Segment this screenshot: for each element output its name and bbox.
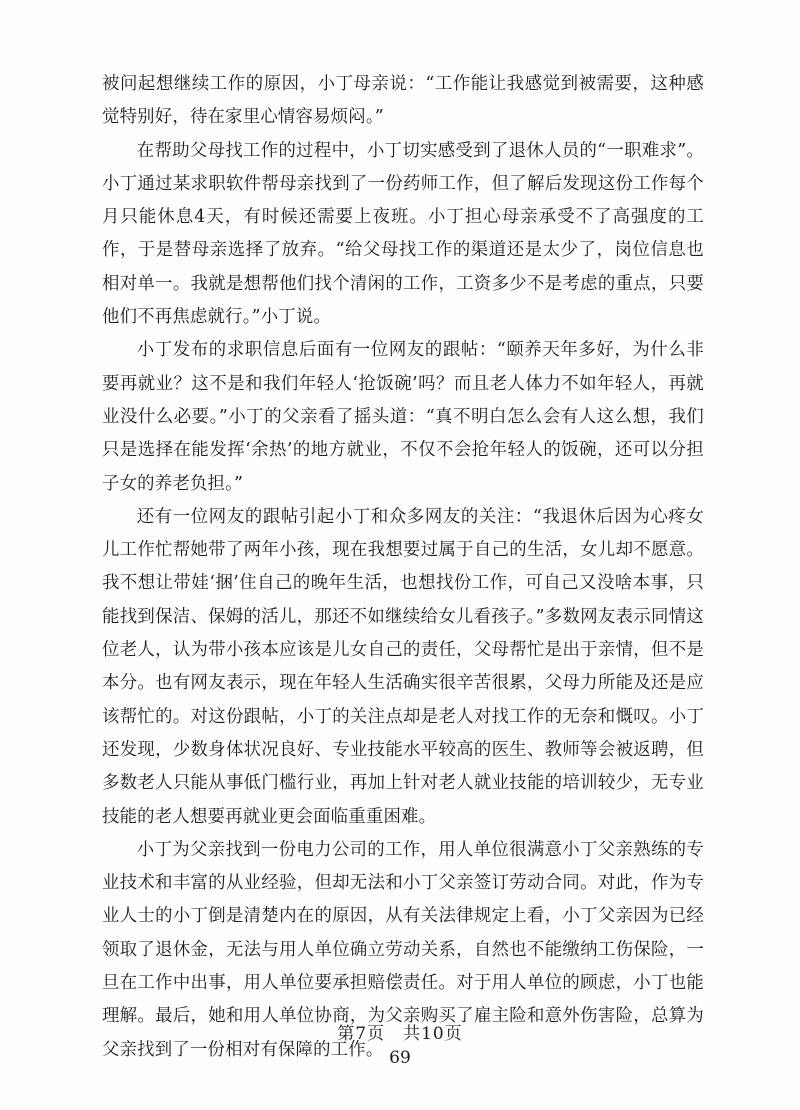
paragraph-3: 小丁发布的求职信息后面有一位网友的跟帖：“颐养天年多好，为什么非要再就业？这不是和我们年轻人‘抢饭碗’吗？而且老人体力不如年轻人，再就业没什么必要。”小丁的父亲看了摇头道：“真不明白怎么会有人这么想，我们只是选择在能发挥‘余热’的地方就业，不仅不会抢年轻人的饭碗，还可以分担子女的养老负担。” bbox=[102, 340, 704, 494]
paragraph-1: 被问起想继续工作的原因，小丁母亲说：“工作能让我感觉到被需要，这种感觉特别好，待在家里心情容易烦闷。” bbox=[102, 74, 704, 128]
paragraph-5: 小丁为父亲找到一份电力公司的工作，用人单位很满意小丁父亲熟练的专业技术和丰富的从业经验，但却无法和小丁父亲签订劳动合同。对此，作为专业人士的小丁倒是清楚内在的原因，从有关法律规定上看，小丁父亲因为已经领取了退休金，无法与用人单位确立劳动关系，自然也不能缴纳工伤保险，一旦在工作中出事，用人单位要承担赔偿责任。对于用人单位的顾虑，小丁也能理解。最后，她和用人单位协商，为父亲购买了雇主险和意外伤害险，总算为父亲找到了一份相对有保障的工作。 bbox=[102, 839, 704, 1060]
paragraph-2: 在帮助父母找工作的过程中，小丁切实感受到了退休人员的“一职难求”。小丁通过某求职软件帮母亲找到了一份药师工作，但了解后发现这份工作每个月只能休息4天，有时候还需要上夜班。小丁担心母亲承受不了高强度的工作，于是替母亲选择了放弃。“给父母找工作的渠道还是太少了，岗位信息也相对单一。我就是想帮他们找个清闲的工作，工资多少不是考虑的重点，只要他们不再焦虑就行。”小丁说。 bbox=[102, 140, 704, 328]
page-number: 69 bbox=[389, 1048, 411, 1068]
page-indicator: 第7页 共10页 bbox=[337, 1024, 463, 1044]
paragraph-4: 还有一位网友的跟帖引起小丁和众多网友的关注：“我退休后因为心疼女儿工作忙帮她带了两年小孩，现在我想要过属于自己的生活，女儿却不愿意。我不想让带娃‘捆’住自己的晚年生活，也想找份工作，可自己又没啥本事，只能找到保洁、保姆的活儿，那还不如继续给女儿看孩子。”多数网友表示同情这位老人，认为带小孩本应该是儿女自己的责任，父母帮忙是出于亲情，但不是本分。也有网友表示，现在年轻人生活确实很辛苦很累，父母力所能及还是应该帮忙的。对这份跟帖，小丁的关注点却是老人对找工作的无奈和慨叹。小丁还发现，少数身体状况良好、专业技能水平较高的医生、教师等会被返聘，但多数老人只能从事低门槛行业，再加上针对老人就业技能的培训较少，无专业技能的老人想要再就业更会面临重重困难。 bbox=[102, 506, 704, 827]
